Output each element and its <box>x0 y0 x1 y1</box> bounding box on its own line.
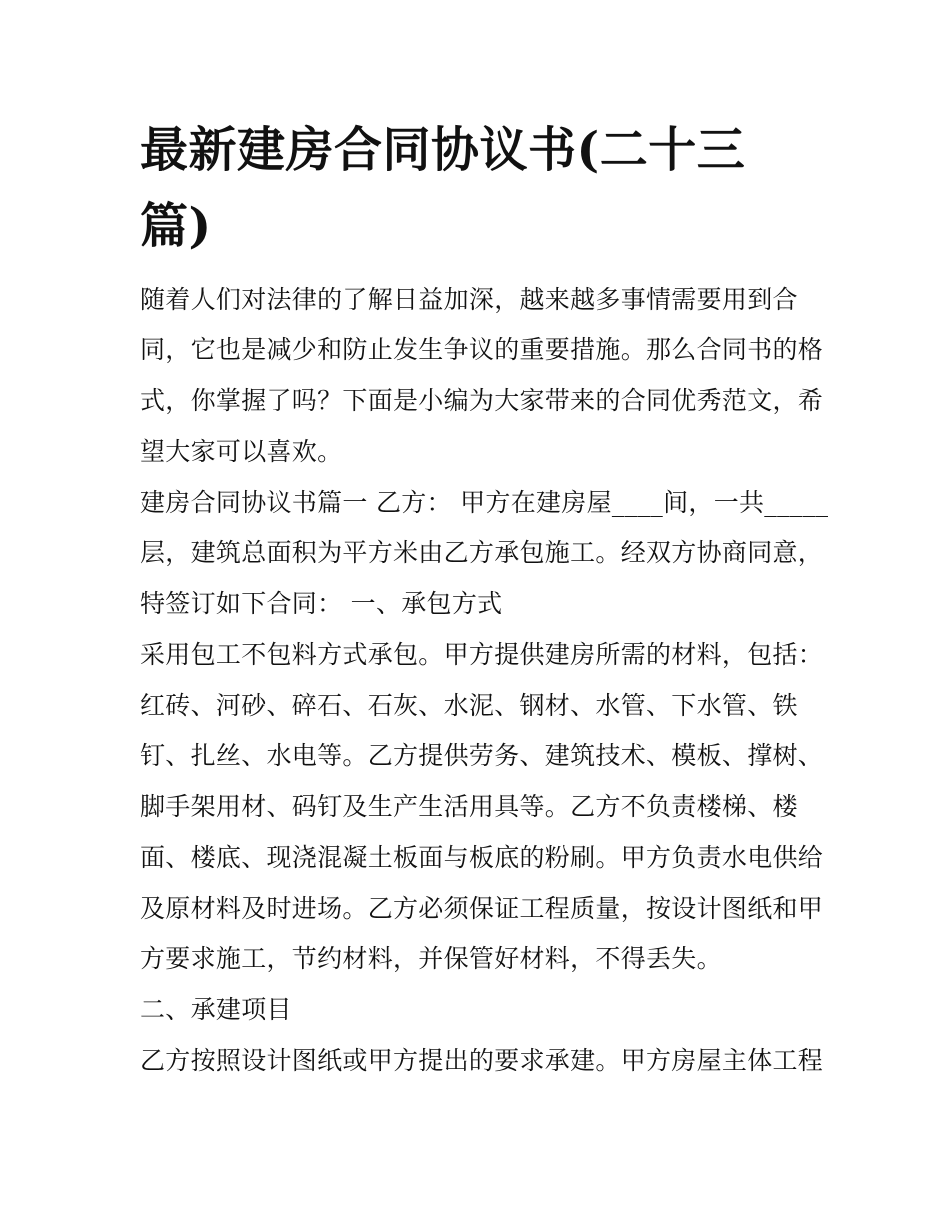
body-line: 脚手架用材、码钉及生产生活用具等。乙方不负责楼梯、楼 <box>140 792 798 821</box>
document-title <box>140 112 800 264</box>
title-line-1: 最新建房合同协议书(二十三 <box>140 122 746 178</box>
body-line: 望大家可以喜欢。 <box>140 437 343 466</box>
body-line: 特签订如下合同： 一、承包方式 <box>140 589 503 618</box>
body-line: 同，它也是减少和防止发生争议的重要措施。那么合同书的格 <box>140 335 824 364</box>
body-line: 随着人们对法律的了解日益加深，越来越多事情需要用到合 <box>140 285 798 314</box>
body-line: 钉、扎丝、水电等。乙方提供劳务、建筑技术、模板、撑树、 <box>140 741 824 770</box>
body-line: 及原材料及时进场。乙方必须保证工程质量，按设计图纸和甲 <box>140 894 824 923</box>
body-line: 式，你掌握了吗？下面是小编为大家带来的合同优秀范文，希 <box>140 386 824 415</box>
section-heading: 二、承建项目 <box>140 995 292 1024</box>
body-line: 采用包工不包料方式承包。甲方提供建房所需的材料，包括： <box>140 640 824 669</box>
body-line: 方要求施工，节约材料，并保管好材料，不得丢失。 <box>140 944 722 973</box>
body-line: 面、楼底、现浇混凝土板面与板底的粉刷。甲方负责水电供给 <box>140 843 824 872</box>
title-line-2: 篇) <box>140 198 212 254</box>
body-line: 乙方按照设计图纸或甲方提出的要求承建。甲方房屋主体工程 <box>140 1046 824 1075</box>
body-line: 红砖、河砂、碎石、石灰、水泥、钢材、水管、下水管、铁 <box>140 691 798 720</box>
body-line: 层，建筑总面积为平方米由乙方承包施工。经双方协商同意， <box>140 538 824 567</box>
body-line: 建房合同协议书篇一 乙方： 甲方在建房屋____间，一共_____ <box>140 488 829 517</box>
